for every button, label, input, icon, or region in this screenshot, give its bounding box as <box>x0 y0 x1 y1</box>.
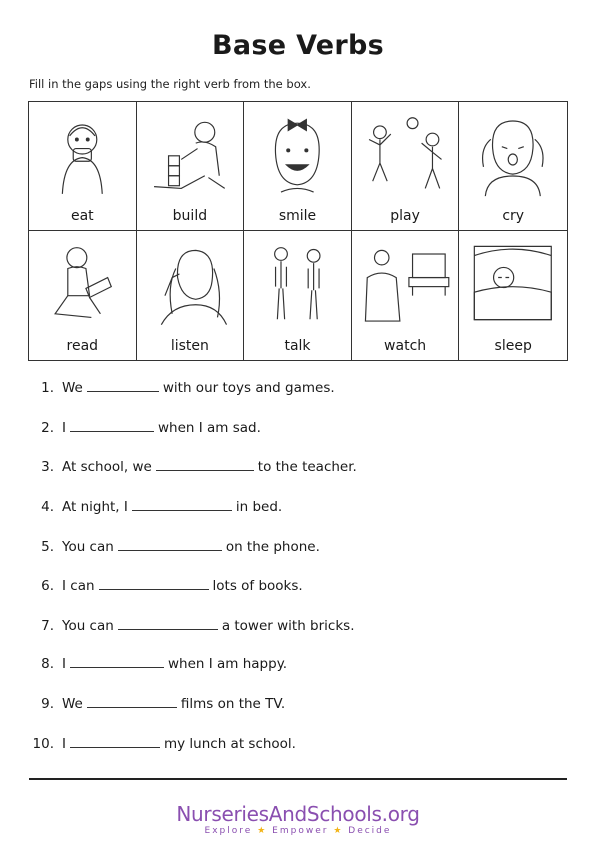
star-icon: ★ <box>333 826 344 836</box>
reading-boy-icon <box>37 237 128 329</box>
verb-cell <box>137 102 245 231</box>
sleeping-child-icon <box>467 237 559 329</box>
verb-label: watch <box>384 338 427 354</box>
answer-blank[interactable] <box>87 706 177 708</box>
verb-cell <box>244 102 352 231</box>
answer-blank[interactable] <box>132 509 232 511</box>
site-logo[interactable]: NurseriesAndSchools.org <box>176 802 420 826</box>
crying-child-icon <box>467 108 559 200</box>
page-title: Base Verbs <box>211 30 385 61</box>
instructions: Fill in the gaps using the right verb from the box. <box>29 77 311 91</box>
answer-blank[interactable] <box>70 430 154 432</box>
watching-tv-icon <box>360 237 451 329</box>
verb-label: smile <box>278 208 317 224</box>
verb-cell <box>352 102 460 231</box>
question-7: 7. You can a tower with bricks. <box>41 618 355 634</box>
verb-label: read <box>66 338 99 354</box>
verb-cell <box>352 231 460 360</box>
question-4: 4. At night, I in bed. <box>41 499 283 515</box>
answer-blank[interactable] <box>70 746 160 748</box>
verb-label: build <box>172 208 208 224</box>
verb-label: eat <box>70 208 94 224</box>
tagline: Explore ★ Empower ★ Decide <box>204 826 392 836</box>
footer-divider <box>29 778 567 780</box>
verb-cell <box>459 231 567 360</box>
verb-label: listen <box>170 338 209 354</box>
verb-box <box>28 101 568 361</box>
verb-label: sleep <box>494 338 532 354</box>
listening-girl-icon <box>145 237 236 329</box>
building-blocks-icon <box>145 108 236 200</box>
question-5: 5. You can on the phone. <box>41 539 320 555</box>
talking-kids-icon <box>252 237 343 329</box>
question-8: 8. I when I am happy. <box>41 656 288 672</box>
answer-blank[interactable] <box>118 549 222 551</box>
playing-ball-icon <box>360 108 451 200</box>
question-1: 1. We with our toys and games. <box>41 380 335 396</box>
verb-label: play <box>390 208 420 224</box>
question-3: 3. At school, we to the teacher. <box>41 459 357 475</box>
question-6: 6. I can lots of books. <box>41 578 303 594</box>
star-icon: ★ <box>257 826 268 836</box>
question-2: 2. I when I am sad. <box>41 420 261 436</box>
answer-blank[interactable] <box>70 666 164 668</box>
verb-cell <box>29 102 137 231</box>
verb-cell <box>137 231 245 360</box>
smiling-girl-icon <box>252 108 343 200</box>
verb-cell <box>244 231 352 360</box>
answer-blank[interactable] <box>99 588 209 590</box>
eating-child-icon <box>37 108 128 200</box>
question-9: 9. We films on the TV. <box>41 696 286 712</box>
answer-blank[interactable] <box>118 628 218 630</box>
verb-cell <box>29 231 137 360</box>
verb-label: cry <box>502 208 525 224</box>
answer-blank[interactable] <box>87 390 159 392</box>
answer-blank[interactable] <box>156 469 254 471</box>
verb-label: talk <box>284 338 311 354</box>
question-10: 10. I my lunch at school. <box>32 736 296 752</box>
verb-cell <box>459 102 567 231</box>
